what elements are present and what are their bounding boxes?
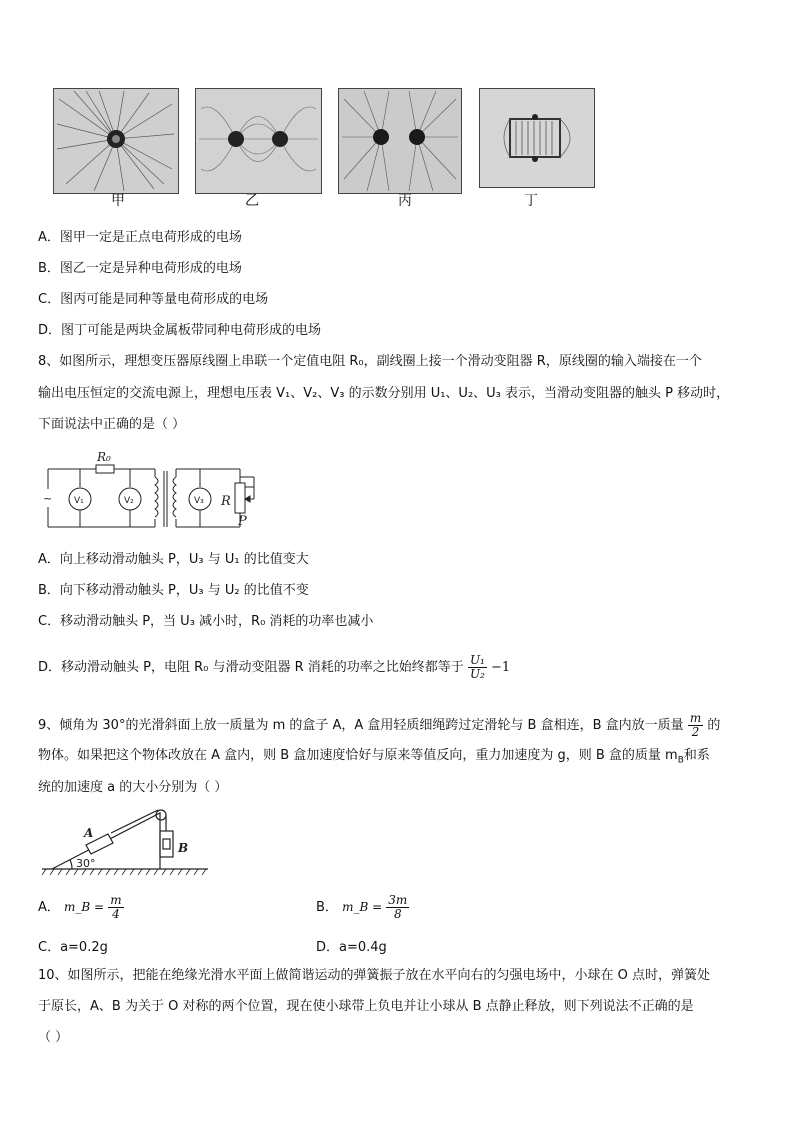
q8-stem-line2: 输出电压恒定的交流电源上，理想电压表 V₁、V₂、V₃ 的示数分别用 U₁、U₂、U₃ 表示，当滑动变阻器的触头 P 移动时， xyxy=(38,386,730,401)
q8-option-d-fraction xyxy=(468,654,487,681)
label-box-b: B xyxy=(178,841,189,855)
figure-yi-photo xyxy=(195,88,322,194)
q9-stem-line1-tail: 的 xyxy=(707,718,721,733)
caption-yi: 乙 xyxy=(245,193,259,209)
q9-option-b xyxy=(316,890,409,925)
q9-option-b-prefix: B． xyxy=(316,900,338,915)
q8-option-d-tail: −1 xyxy=(491,660,511,675)
fraction-numerator: m xyxy=(689,711,702,725)
q9-stem-line2-sub: B xyxy=(677,755,684,766)
q7-option-b: B．图乙一定是异种电荷形成的电场 xyxy=(38,261,242,276)
q8-option-b: B．向下移动滑动触头 P，U₃ 与 U₂ 的比值不变 xyxy=(38,583,309,598)
q9-option-a-prefix: A． xyxy=(38,900,60,915)
label-v1: V₁ xyxy=(74,496,84,506)
q9-stem-line2-text: 物体。如果把这个物体改放在 A 盒内，则 B 盒加速度恰好与原来等值反向，重力加速度为 g，则 B 盒的质量 m xyxy=(38,748,678,763)
q9-stem-fraction xyxy=(688,712,703,739)
label-p: P xyxy=(238,514,247,529)
figure-ding-photo xyxy=(479,88,595,188)
label-r: R xyxy=(221,494,231,509)
fraction-denominator: 2 xyxy=(691,725,700,739)
q7-option-c: C．图丙可能是同种等量电荷形成的电场 xyxy=(38,292,269,307)
q9-stem-line3: 统的加速度 a 的大小分别为（ ） xyxy=(38,780,228,795)
q8-option-d xyxy=(38,650,510,686)
fraction-denominator: 8 xyxy=(393,907,402,921)
q8-circuit-diagram xyxy=(40,447,270,539)
q10-stem-line3: （ ） xyxy=(38,1030,69,1045)
fraction-numerator: U₁ xyxy=(469,653,485,667)
caption-bing: 丙 xyxy=(398,193,412,209)
caption-jia: 甲 xyxy=(111,193,125,209)
caption-ding: 丁 xyxy=(524,193,538,209)
q9-option-c: C．a=0.2g xyxy=(38,940,108,955)
q8-stem-line1: 8、如图所示，理想变压器原线圈上串联一个定值电阻 R₀，副线圈上接一个滑动变阻器 R，原线圈的输入端接在一个 xyxy=(38,354,702,369)
q9-option-a-lhs: m_B = xyxy=(64,900,105,914)
q9-option-d: D．a=0.4g xyxy=(316,940,387,955)
figure-jia-photo xyxy=(53,88,179,194)
label-v3: V₃ xyxy=(194,496,204,506)
figure-bing-photo xyxy=(338,88,462,194)
q9-option-a-fraction xyxy=(108,894,123,921)
q8-option-a: A．向上移动滑动触头 P，U₃ 与 U₁ 的比值变大 xyxy=(38,552,309,567)
q9-stem-line1-text: 9、倾角为 30°的光滑斜面上放一质量为 m 的盒子 A，A 盒用轻质细绳跨过定滑轮与 B 盒相连，B 盒内放一质量 xyxy=(38,718,684,733)
q9-option-a xyxy=(38,890,124,925)
q7-option-a: A．图甲一定是正点电荷形成的电场 xyxy=(38,230,242,245)
q8-option-d-text: D．移动滑动触头 P，电阻 R₀ 与滑动变阻器 R 消耗的功率之比始终都等于 xyxy=(38,660,464,675)
fraction-denominator: 4 xyxy=(112,907,120,921)
q8-stem-line3: 下面说法中正确的是（ ） xyxy=(38,417,186,432)
q9-option-b-fraction xyxy=(386,894,409,921)
q10-stem-line1: 10、如图所示，把能在绝缘光滑水平面上做简谐运动的弹簧振子放在水平向右的匀强电场中，小球在 O 点时，弹簧处 xyxy=(38,968,711,983)
fraction-denominator: U₂ xyxy=(469,667,485,681)
q10-stem-line2: 于原长，A、B 为关于 O 对称的两个位置，现在使小球带上负电并让小球从 B 点静止释放，则下列说法不正确的是 xyxy=(38,999,694,1014)
label-v2: V₂ xyxy=(124,496,134,506)
fraction-numerator: m xyxy=(110,893,122,907)
q9-option-b-lhs: m_B = xyxy=(342,900,383,914)
q9-stem-line1 xyxy=(38,709,720,743)
label-r0: R₀ xyxy=(97,450,111,464)
q9-stem-line2 xyxy=(38,747,710,770)
q9-stem-line2-tail: 和系 xyxy=(683,748,710,763)
q8-option-c: C．移动滑动触头 P，当 U₃ 减小时，R₀ 消耗的功率也减小 xyxy=(38,614,374,629)
fraction-numerator: 3m xyxy=(388,893,408,907)
q9-incline-diagram xyxy=(40,807,210,877)
label-angle: 30° xyxy=(76,857,96,870)
label-box-a: A xyxy=(84,826,94,840)
q7-option-d: D．图丁可能是两块金属板带同种电荷形成的电场 xyxy=(38,323,322,338)
ac-source-symbol: ~ xyxy=(43,492,53,505)
